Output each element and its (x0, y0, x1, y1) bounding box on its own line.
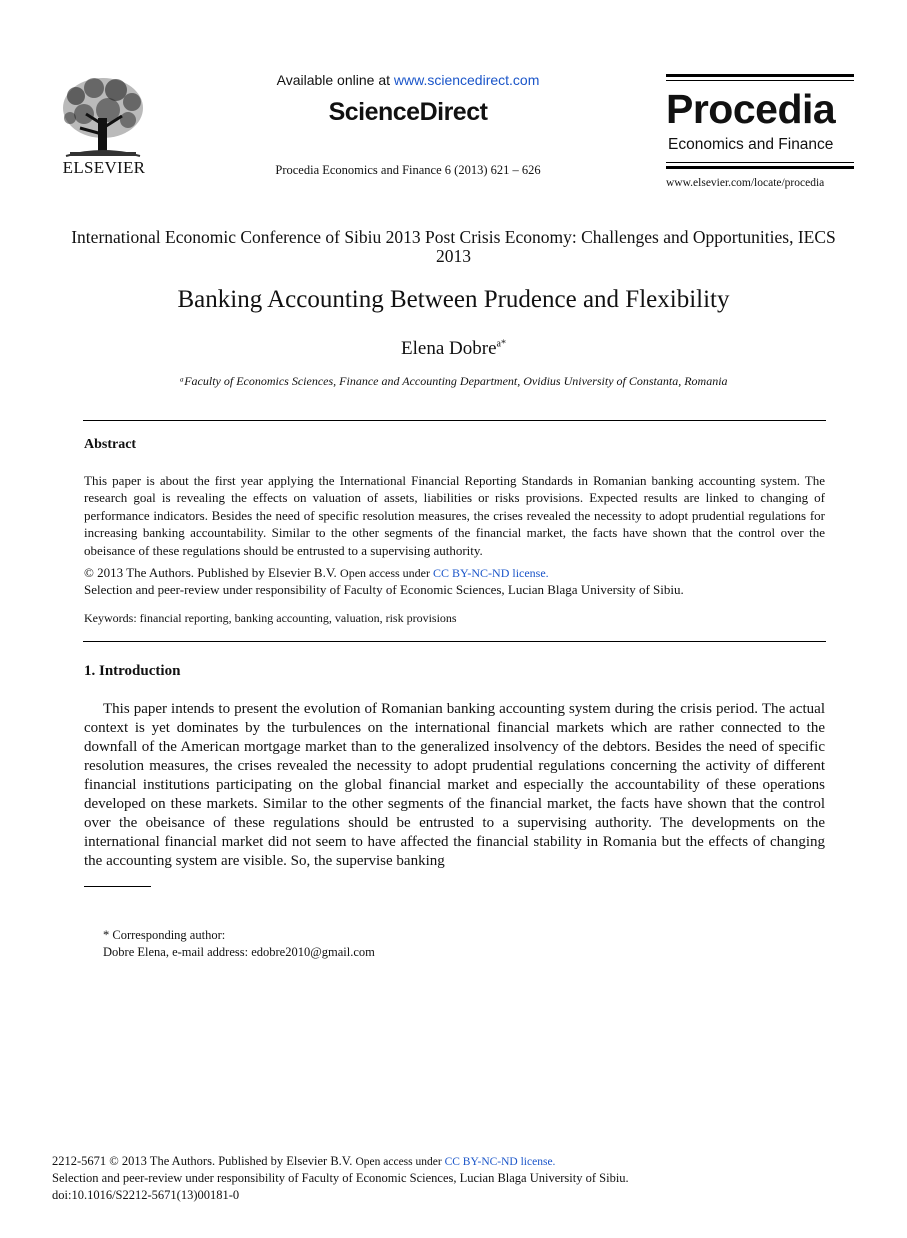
footer-peer-review: Selection and peer-review under responsibility of Faculty of Economic Sciences, Lucian Blaga University of Sibiu. (52, 1171, 629, 1185)
author-name: Elena Dobre (401, 338, 497, 359)
brand-rule-top-thin (666, 80, 854, 81)
sciencedirect-wordmark: ScienceDirect (328, 98, 488, 126)
procedia-wordmark: Procedia (666, 86, 836, 132)
open-access-text: Open access under (340, 566, 434, 580)
author-marks: a* (496, 338, 506, 350)
sciencedirect-link[interactable]: www.sciencedirect.com (393, 72, 540, 88)
conference-name: International Economic Conference of Sibiu 2013 Post Crisis Economy: Challenges and Opportunities, IECS 2013 (71, 227, 836, 266)
brand-rule-bottom-thin (666, 162, 854, 163)
footer-license-link[interactable]: CC BY-NC-ND license. (444, 1156, 556, 1168)
abstract-text: This paper is about the first year applying the International Financial Reporting Standards in Romanian banking accounting system. The research goal is revealing the effects on valuation of assets, liabilities or risks provisions. Expected results are linked to changing of performance indicators. Besides the need of specific resolution measures, the crises revealed the necessity to adopt prudential regulations for increasing banking accountability. Similar to the other segments of the financial market, the facts have shown that the control over the obeisance of these regulations should be entrusted to a supervising authority. (84, 473, 825, 558)
procedia-subtitle: Economics and Finance (668, 136, 834, 153)
elsevier-wordmark: ELSEVIER (62, 158, 146, 177)
footer-copyright (52, 1154, 555, 1169)
footnote-email: Dobre Elena, e-mail address: edobre2010@gmail.com (103, 945, 375, 959)
divider-bottom (83, 641, 826, 642)
author-line (40, 338, 867, 360)
abstract-heading: Abstract (84, 437, 137, 452)
footnote-rule (84, 886, 151, 887)
divider-top (83, 420, 826, 421)
copyright-text: © 2013 The Authors. Published by Elsevier B.V. (84, 565, 341, 580)
procedia-brand (666, 74, 854, 192)
introduction-paragraph: This paper intends to present the evolution of Romanian banking accounting system during the crisis period. The actual context is yet dominates by the turbulences on the international financial markets which are rather connected to the downfall of the American mortgage market than to the generalized insolvency of the debtors. Besides the need of specific resolution measures, the crises revealed the necessity to adopt prudential regulations concerning the activity of different financial institutions participating on the global financial market and especially the accountability of these operations developed on these markets. Similar to the other segments of the financial market, the facts have shown that the control over the obeisance of these regulations should be entrusted to a supervising authority. The developments on the international financial market did not seem to have affected the financial stability in Romania but the effects of changing the accounting system are visible. So, the supervise banking (84, 701, 825, 869)
keywords: Keywords: financial reporting, banking accounting, valuation, risk provisions (84, 611, 457, 625)
brand-rule-bottom (666, 166, 854, 169)
footer-open-access: Open access under (355, 1156, 445, 1168)
section-heading-introduction: 1. Introduction (84, 663, 181, 679)
introduction-body (84, 700, 825, 871)
peer-review-line: Selection and peer-review under responsibility of Faculty of Economic Sciences, Lucian Blaga University of Sibiu. (84, 582, 684, 597)
footnote-corresponding: * Corresponding author: (103, 928, 226, 942)
available-prefix: Available online at (276, 72, 394, 88)
paper-title: Banking Accounting Between Prudence and Flexibility (177, 286, 730, 313)
available-online (230, 72, 586, 88)
license-link[interactable]: CC BY-NC-ND license. (433, 566, 549, 580)
footer-doi[interactable]: doi:10.1016/S2212-5671(13)00181-0 (52, 1188, 240, 1202)
journal-citation: Procedia Economics and Finance 6 (2013) 621 – 626 (275, 163, 541, 177)
copyright-line (84, 565, 549, 581)
procedia-url[interactable]: www.elsevier.com/locate/procedia (666, 177, 825, 189)
affiliation: ᵃFaculty of Economics Sciences, Finance and Accounting Department, Ovidius University of Constanta, Romania (179, 374, 728, 388)
footer-issn: 2212-5671 © 2013 The Authors. Published by Elsevier B.V. (52, 1154, 356, 1168)
brand-rule-top (666, 74, 854, 77)
